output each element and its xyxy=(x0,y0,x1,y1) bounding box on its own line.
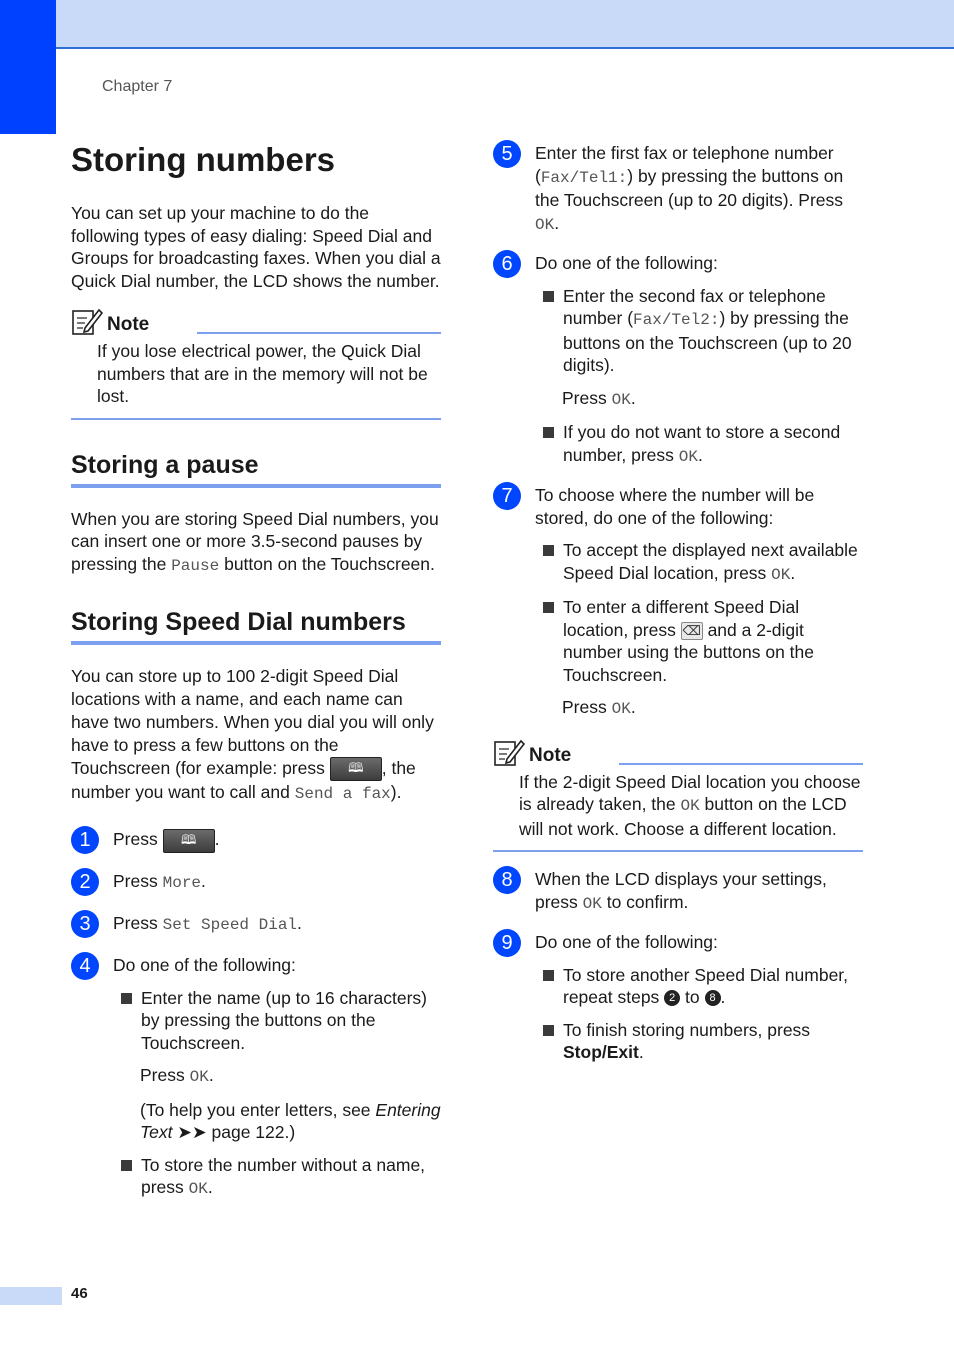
period: . xyxy=(554,212,560,233)
step-text: Do one of the following: xyxy=(535,932,718,952)
right-column xyxy=(493,142,863,1080)
note-pencil-icon xyxy=(493,737,525,767)
pause-button-text: Pause xyxy=(171,556,220,575)
note-text-b: button on the LCD will not work. Choose a different location. xyxy=(519,794,847,839)
note-pencil-icon xyxy=(71,306,103,336)
step-ref-badge: 8 xyxy=(705,990,721,1006)
ok-text: OK xyxy=(771,565,791,584)
step-number: 3 xyxy=(71,910,99,938)
help-text-a: (To help you enter letters, see xyxy=(140,1099,376,1120)
bullet-text-a: To store the number without a name, press xyxy=(141,1154,426,1198)
ok-text: OK xyxy=(582,894,602,913)
step-number: 8 xyxy=(493,866,521,894)
period: . xyxy=(790,562,796,583)
bullet-text xyxy=(563,285,863,377)
bullet-square xyxy=(543,970,554,981)
step-2 xyxy=(71,870,441,896)
more-button-text: More xyxy=(162,874,202,893)
note-box xyxy=(71,306,441,420)
speed-text-c: ). xyxy=(390,782,402,803)
sub-text xyxy=(140,1064,441,1089)
bullet-text xyxy=(563,964,863,1009)
step-6 xyxy=(493,252,863,468)
step-text: When the LCD displays your settings, press xyxy=(535,869,827,912)
pause-paragraph xyxy=(71,508,441,578)
period: . xyxy=(207,1177,213,1198)
ok-text: OK xyxy=(611,390,631,409)
step-text: ) by pressing the buttons on the Touchscreen (up to 20 digits). Press xyxy=(535,165,844,210)
ok-text: OK xyxy=(611,700,631,718)
note-text-a: If the 2-digit Speed Dial location you choose is already taken, the xyxy=(519,771,861,814)
bullet-text-a: To store another Speed Dial number, repeat steps xyxy=(563,964,849,1007)
speed-text-a: You can store up to 100 2-digit Speed Dial locations with a name, and each name can have two numbers. When you dial you will only have to press a few buttons on the Touchscreen (for example: press xyxy=(71,666,434,778)
backspace-icon: ⌫ xyxy=(682,622,701,638)
step-5 xyxy=(493,142,863,236)
pause-text-a: When you are storing Speed Dial numbers, you can insert one or more 3.5-second pauses by pressing the xyxy=(71,508,439,574)
bullet-square xyxy=(121,1160,132,1171)
help-link-text: Entering Text xyxy=(140,1099,441,1143)
step-4 xyxy=(71,954,441,1201)
set-speed-dial-text: Set Speed Dial xyxy=(162,916,298,935)
period: . xyxy=(208,1065,214,1086)
step-text: Do one of the following: xyxy=(113,955,296,976)
step-text: To choose where the number will be stored, do one of the following: xyxy=(535,485,815,528)
bullet-square xyxy=(543,1025,554,1036)
step-body xyxy=(113,912,441,938)
step-body xyxy=(535,252,863,468)
ok-text: OK xyxy=(188,1180,208,1199)
chapter-tab xyxy=(0,0,56,134)
step-8 xyxy=(493,868,863,915)
sub-text xyxy=(562,387,863,412)
note-rule xyxy=(619,763,863,765)
bullet-text-b: and a 2-digit number using the buttons on the Touchscreen. xyxy=(563,619,815,685)
chapter-label: Chapter 7 xyxy=(102,78,173,95)
section-heading-speed-dial: Storing Speed Dial numbers xyxy=(71,607,441,645)
bullet-text xyxy=(563,539,863,586)
step-body xyxy=(535,484,863,721)
step-number: 2 xyxy=(71,868,99,896)
ok-text: OK xyxy=(535,215,555,234)
bullet-text-b: ) by pressing the buttons on the Touchscreen (up to 20 digits). xyxy=(563,308,852,375)
period: . xyxy=(638,1042,644,1062)
step-body xyxy=(535,868,863,915)
bullet-text-a: Enter the second fax or telephone number ( xyxy=(563,285,826,328)
bullet-item xyxy=(543,421,863,468)
page-number: 46 xyxy=(71,1285,88,1302)
bullet-item xyxy=(543,1019,863,1064)
bullet-text xyxy=(563,1019,863,1064)
fax-tel1-text: Fax/Tel1: xyxy=(540,168,628,187)
left-column xyxy=(71,140,441,1217)
step-text: Press xyxy=(113,871,163,892)
sub-text xyxy=(562,696,863,721)
send-fax-text: Send a fax xyxy=(294,785,391,804)
bullet-item xyxy=(543,539,863,586)
step-number: 4 xyxy=(71,952,99,980)
bullet-text xyxy=(563,421,863,468)
step-1 xyxy=(71,828,441,854)
step-body xyxy=(535,142,863,236)
bullet-item xyxy=(543,964,863,1009)
bullet-square xyxy=(543,427,554,438)
note-rule xyxy=(197,332,441,334)
note-box xyxy=(493,737,863,853)
bullet-item xyxy=(543,596,863,686)
pause-text-b: button on the Touchscreen. xyxy=(219,553,435,574)
to-text: to xyxy=(680,987,705,1007)
bullet-square xyxy=(543,291,554,302)
fax-tel2-text: Fax/Tel2: xyxy=(633,311,720,329)
bullet-text-a: To finish storing numbers, press xyxy=(563,1019,811,1040)
step-body xyxy=(535,931,863,1064)
note-header xyxy=(493,737,863,767)
note-header xyxy=(71,306,441,336)
top-banner xyxy=(0,0,954,49)
step-text: . xyxy=(297,913,302,934)
help-text xyxy=(140,1099,441,1144)
bullet-text xyxy=(141,1154,441,1201)
address-book-icon: 🕮 xyxy=(330,757,382,781)
note-label: Note xyxy=(107,314,150,335)
step-3 xyxy=(71,912,441,938)
stop-exit-text: Stop/Exit xyxy=(563,1042,639,1062)
step-text: Press xyxy=(113,829,163,850)
bullet-item xyxy=(543,285,863,377)
step-text: to confirm. xyxy=(601,891,689,912)
bullet-item xyxy=(121,1154,441,1201)
period: . xyxy=(630,387,636,408)
step-text: . xyxy=(214,829,220,850)
bullet-square xyxy=(543,545,554,556)
bullet-text-a: If you do not want to store a second number, press xyxy=(563,422,841,465)
speed-dial-paragraph xyxy=(71,665,441,806)
bullet-text: Enter the name (up to 16 characters) by pressing the buttons on the Touchscreen. xyxy=(141,987,427,1053)
note-text: If you lose electrical power, the Quick Dial numbers that are in the memory will not be lost. xyxy=(97,341,428,406)
period: . xyxy=(630,697,636,717)
step-ref-badge: 2 xyxy=(664,990,680,1006)
note-label: Note xyxy=(529,744,572,766)
step-number: 1 xyxy=(71,826,99,854)
ok-text: OK xyxy=(189,1068,209,1087)
bullet-text xyxy=(563,596,863,686)
bullet-text-a: To enter a different Speed Dial location, press xyxy=(563,597,800,640)
period: . xyxy=(697,444,703,465)
step-body xyxy=(113,954,441,1201)
step-number: 6 xyxy=(493,250,521,278)
step-number: 5 xyxy=(493,140,521,168)
page-title: Storing numbers xyxy=(71,141,336,178)
step-number: 7 xyxy=(493,482,521,510)
double-arrow-icon: ➤➤ xyxy=(172,1122,212,1143)
press-text: Press xyxy=(562,387,612,408)
step-text: Enter the first fax or telephone number ( xyxy=(535,143,834,186)
page-number-bar xyxy=(0,1287,62,1305)
step-text: Do one of the following: xyxy=(535,253,718,273)
period: . xyxy=(720,987,726,1007)
step-7 xyxy=(493,484,863,721)
ok-text: OK xyxy=(678,447,698,466)
ok-text: OK xyxy=(680,797,700,815)
bullet-square xyxy=(543,602,554,613)
step-9 xyxy=(493,931,863,1064)
note-text xyxy=(519,771,863,841)
bullet-text-a: To accept the displayed next available Speed Dial location, press xyxy=(563,540,858,583)
section-heading-pause: Storing a pause xyxy=(71,450,441,488)
help-text-b: page 122.) xyxy=(211,1122,296,1143)
step-text: . xyxy=(201,871,206,892)
speed-text-b: , the number you want to call and xyxy=(71,758,416,803)
step-number: 9 xyxy=(493,929,521,957)
step-body xyxy=(113,828,441,854)
press-text: Press xyxy=(140,1065,190,1086)
address-book-icon: 🕮 xyxy=(163,829,215,853)
step-body xyxy=(113,870,441,896)
step-text: Press xyxy=(113,913,163,934)
press-text: Press xyxy=(562,697,612,717)
intro-paragraph: You can set up your machine to do the following types of easy dialing: Speed Dial and Groups for broadcasting faxes. When you dial a Quick Dial number, the LCD shows the number. xyxy=(71,203,441,291)
bullet-item xyxy=(121,987,441,1055)
bullet-square xyxy=(121,993,132,1004)
